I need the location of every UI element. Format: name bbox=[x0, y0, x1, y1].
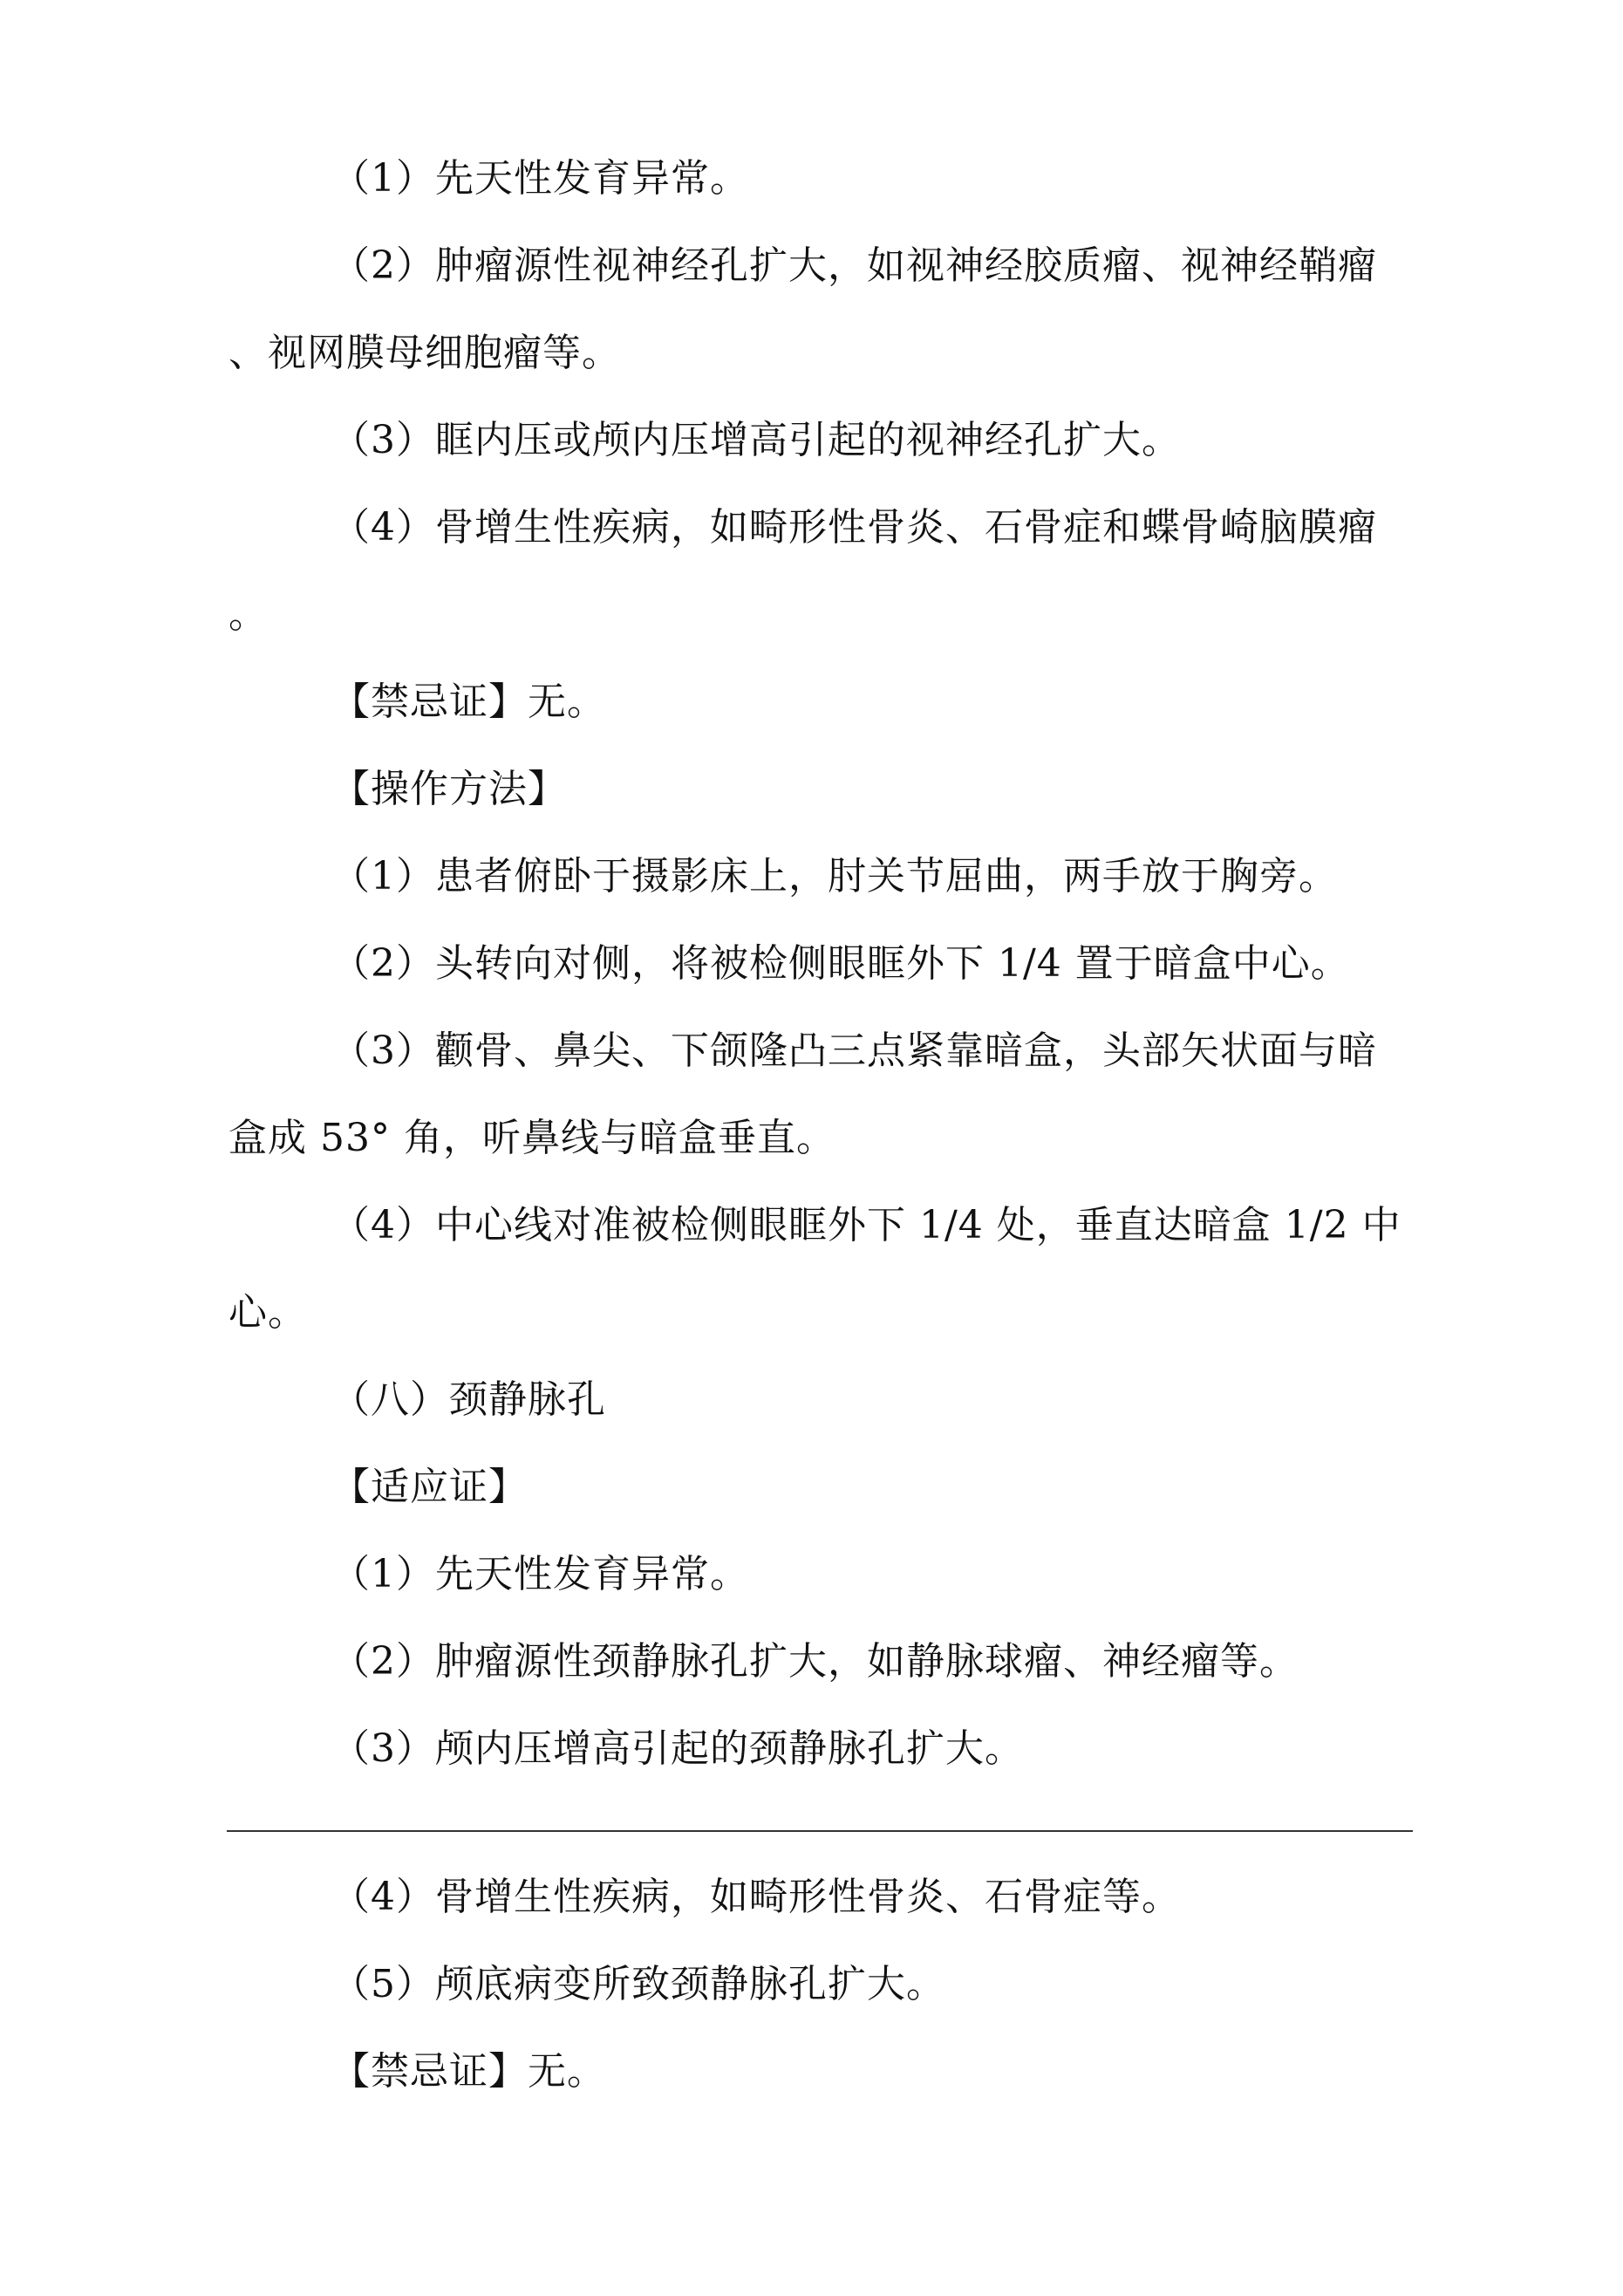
paragraph-line: （3）颅内压增高引起的颈静脉孔扩大。 bbox=[331, 1726, 1024, 1771]
paragraph-line: （2）肿瘤源性颈静脉孔扩大，如静脉球瘤、神经瘤等。 bbox=[331, 1639, 1299, 1684]
paragraph-line: （1）患者俯卧于摄影床上，肘关节屈曲，两手放于胸旁。 bbox=[331, 854, 1338, 899]
section-heading: 【操作方法】 bbox=[331, 767, 567, 811]
paragraph-line: （4）骨增生性疾病，如畸形性骨炎、石骨症和蝶骨崎脑膜瘤 bbox=[331, 505, 1377, 550]
section-heading: 【禁忌证】无。 bbox=[331, 2049, 606, 2094]
paragraph-line: （4）骨增生性疾病，如畸形性骨炎、石骨症等。 bbox=[331, 1875, 1181, 1919]
section-heading: 【适应证】 bbox=[331, 1465, 528, 1509]
paragraph-line: （2）头转向对侧，将被检侧眼眶外下 1/4 置于暗盒中心。 bbox=[331, 941, 1350, 986]
paragraph-line: 心。 bbox=[228, 1290, 307, 1335]
paragraph-line: （2）肿瘤源性视神经孔扩大，如视神经胶质瘤、视神经鞘瘤 bbox=[331, 243, 1377, 288]
paragraph-line: （3）眶内压或颅内压增高引起的视神经孔扩大。 bbox=[331, 418, 1181, 462]
paragraph-line: （4）中心线对准被检侧眼眶外下 1/4 处，垂直达暗盒 1/2 中 bbox=[331, 1203, 1401, 1247]
paragraph-line: （1）先天性发育异常。 bbox=[331, 1552, 749, 1596]
paragraph-line: 盒成 53° 角，听鼻线与暗盒垂直。 bbox=[228, 1116, 835, 1160]
paragraph-line: 。 bbox=[228, 592, 268, 637]
section-heading: （八）颈静脉孔 bbox=[331, 1377, 606, 1422]
paragraph-line: （1）先天性发育异常。 bbox=[331, 156, 749, 201]
paragraph-line: 、视网膜母细胞瘤等。 bbox=[228, 331, 621, 375]
paragraph-line: （3）颧骨、鼻尖、下颌隆凸三点紧靠暗盒，头部矢状面与暗 bbox=[331, 1028, 1377, 1073]
section-heading: 【禁忌证】无。 bbox=[331, 680, 606, 724]
paragraph-line: （5）颅底病变所致颈静脉孔扩大。 bbox=[331, 1962, 945, 2006]
page-divider bbox=[227, 1830, 1413, 1832]
